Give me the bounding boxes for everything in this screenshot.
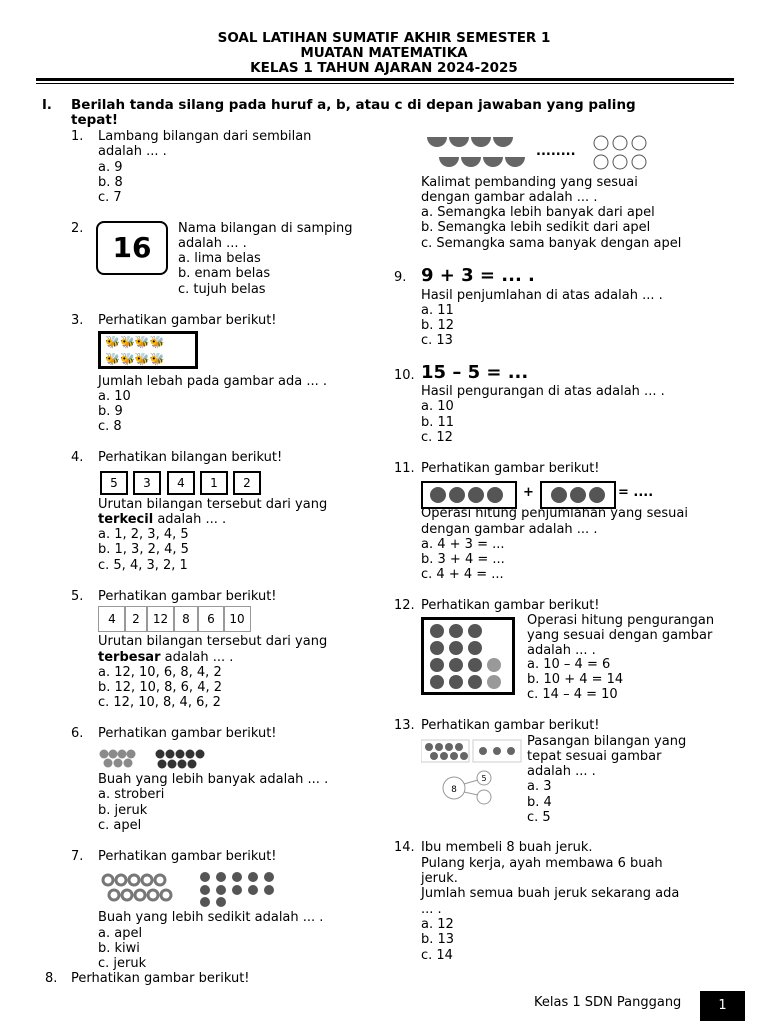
q10-question: Hasil pengurangan di atas adalah ... . (421, 384, 665, 399)
q11-option-c[interactable]: c. 4 + 4 = ... (421, 567, 504, 582)
q4-number-box: 5 (100, 471, 128, 495)
q5-question-cont (98, 650, 233, 665)
q5-number-box: 6 (197, 606, 225, 632)
q12-fruit-box (421, 617, 515, 695)
q9-option-b[interactable]: b. 12 (421, 318, 455, 333)
q13-text: Perhatikan gambar berikut! (421, 718, 600, 733)
apple-image (592, 133, 658, 173)
q3-text: Perhatikan gambar berikut! (98, 313, 277, 328)
q5-number-box: 12 (146, 606, 175, 632)
q4-text: Perhatikan bilangan berikut! (98, 450, 283, 465)
bees-image: 🐝🐝🐝🐝 🐝🐝🐝🐝 (98, 331, 198, 369)
q8-option-b[interactable]: b. Semangka lebih sedikit dari apel (421, 220, 651, 235)
tomato-grid-image (424, 620, 512, 692)
header-rule-thick (36, 78, 734, 81)
q8-option-c[interactable]: c. Semangka sama banyak dengan apel (421, 236, 682, 251)
bond-whole-label: 8 (451, 785, 457, 795)
q10-number: 10. (394, 368, 415, 383)
q11-fruit-box-left (421, 481, 517, 509)
q11-option-a[interactable]: a. 4 + 3 = ... (421, 537, 505, 552)
q2-option-a[interactable]: a. lima belas (178, 251, 261, 266)
q13-question: Pasangan bilangan yang (527, 734, 687, 749)
q5-option-b[interactable]: b. 12, 10, 8, 6, 4, 2 (98, 680, 223, 695)
q14-text-3: jeruk. (421, 871, 458, 886)
q6-number: 6. (71, 726, 84, 741)
q2-text-cont: adalah ... . (178, 236, 247, 251)
q14-option-a[interactable]: a. 12 (421, 917, 454, 932)
title-line-1: SOAL LATIHAN SUMATIF AKHIR SEMESTER 1 (217, 30, 551, 46)
q9-expression: 9 + 3 = ... . (421, 265, 535, 286)
q11-question-cont: dengan gambar adalah ... . (421, 522, 598, 537)
q2-text: Nama bilangan di samping (178, 221, 353, 236)
footer-school: Kelas 1 SDN Panggang (534, 995, 682, 1010)
q11-number: 11. (394, 461, 415, 476)
q4-question: Urutan bilangan tersebut dari yang (98, 497, 328, 512)
q3-number: 3. (71, 313, 84, 328)
q14-question: Jumlah semua buah jeruk sekarang ada (421, 886, 680, 901)
q2-number: 2. (71, 221, 84, 236)
q12-option-c[interactable]: c. 14 – 4 = 10 (527, 687, 618, 702)
q1-option-c[interactable]: c. 7 (98, 190, 122, 205)
q4-question-end: adalah ... . (153, 512, 227, 527)
q4-option-a[interactable]: a. 1, 2, 3, 4, 5 (98, 527, 189, 542)
q6-question: Buah yang lebih banyak adalah ... . (98, 772, 329, 787)
q1-number: 1. (71, 129, 84, 144)
q4-option-b[interactable]: b. 1, 3, 2, 4, 5 (98, 542, 189, 557)
q14-text: Ibu membeli 8 buah jeruk. (421, 840, 593, 855)
q7-question: Buah yang lebih sedikit adalah ... . (98, 910, 324, 925)
q8-comparison-dots: ........ (536, 144, 576, 159)
q14-question-end: ... . (421, 902, 442, 917)
q4-number-box: 3 (133, 471, 161, 495)
q4-option-c[interactable]: c. 5, 4, 3, 2, 1 (98, 558, 188, 573)
q5-keyword: terbesar (98, 650, 161, 665)
q10-option-a[interactable]: a. 10 (421, 399, 454, 414)
q3-option-c[interactable]: c. 8 (98, 419, 122, 434)
q13-option-b[interactable]: b. 4 (527, 795, 552, 810)
q8-question-cont: dengan gambar adalah ... . (421, 190, 598, 205)
q10-option-c[interactable]: c. 12 (421, 430, 453, 445)
q12-option-b[interactable]: b. 10 + 4 = 14 (527, 672, 624, 687)
q7-option-c[interactable]: c. jeruk (98, 956, 147, 971)
q9-option-c[interactable]: c. 13 (421, 333, 453, 348)
q7-number: 7. (71, 849, 84, 864)
section-instruction-cont: tepat! (71, 112, 118, 128)
section-instruction: Berilah tanda silang pada huruf a, b, atau c di depan jawaban yang paling (71, 97, 636, 113)
q11-plus: + (523, 485, 534, 500)
q5-question: Urutan bilangan tersebut dari yang (98, 634, 328, 649)
q7-option-b[interactable]: b. kiwi (98, 941, 140, 956)
q5-number-box: 2 (124, 606, 148, 632)
q13-number: 13. (394, 718, 415, 733)
q1-option-b[interactable]: b. 8 (98, 175, 123, 190)
q12-question: Operasi hitung pengurangan (527, 613, 715, 628)
q14-option-b[interactable]: b. 13 (421, 932, 455, 947)
q12-question-cont: yang sesuai dengan gambar (527, 628, 713, 643)
q11-text: Perhatikan gambar berikut! (421, 461, 600, 476)
fruit-group-image (98, 748, 208, 772)
tomato-image (542, 483, 614, 507)
q11-option-b[interactable]: b. 3 + 4 = ... (421, 552, 505, 567)
q8-question: Kalimat pembanding yang sesuai (421, 175, 638, 190)
q11-equals: = .... (618, 485, 654, 500)
q14-option-c[interactable]: c. 14 (421, 948, 453, 963)
q10-expression: 15 – 5 = ... (421, 362, 529, 383)
q4-number-box: 4 (167, 471, 195, 495)
q5-number: 5. (71, 589, 84, 604)
q12-question-end: adalah ... . (527, 643, 596, 658)
watermelon-image (425, 133, 530, 173)
q6-option-c[interactable]: c. apel (98, 818, 142, 833)
q2-option-b[interactable]: b. enam belas (178, 266, 271, 281)
q5-number-box: 8 (173, 606, 199, 632)
q6-text: Perhatikan gambar berikut! (98, 726, 277, 741)
q11-question: Operasi hitung penjumlahan yang sesuai (421, 506, 688, 521)
q1-option-a[interactable]: a. 9 (98, 160, 123, 175)
q9-number: 9. (394, 270, 407, 285)
q13-option-a[interactable]: a. 3 (527, 779, 552, 794)
q6-option-a[interactable]: a. stroberi (98, 787, 165, 802)
q12-option-a[interactable]: a. 10 – 4 = 6 (527, 657, 611, 672)
q7-text: Perhatikan gambar berikut! (98, 849, 277, 864)
q5-number-box: 4 (98, 606, 126, 632)
q6-option-b[interactable]: b. jeruk (98, 803, 148, 818)
q14-number: 14. (394, 840, 415, 855)
bond-part-label: 5 (481, 774, 487, 783)
q13-option-c[interactable]: c. 5 (527, 810, 551, 825)
page-number: 1 (700, 991, 745, 1021)
q8-number: 8. (45, 971, 58, 986)
q3-option-a[interactable]: a. 10 (98, 389, 131, 404)
q9-question: Hasil penjumlahan di atas adalah ... . (421, 288, 663, 303)
q12-text: Perhatikan gambar berikut! (421, 598, 600, 613)
q4-number: 4. (71, 450, 84, 465)
q5-number-box: 10 (223, 606, 251, 632)
q14-text-2: Pulang kerja, ayah membawa 6 buah (421, 856, 663, 871)
q4-number-box: 2 (233, 471, 261, 495)
q8-text: Perhatikan gambar berikut! (71, 971, 250, 986)
q10-option-b[interactable]: b. 11 (421, 415, 455, 430)
q9-option-a[interactable]: a. 11 (421, 303, 454, 318)
q3-option-b[interactable]: b. 9 (98, 404, 123, 419)
q7-option-a[interactable]: a. apel (98, 926, 143, 941)
q5-question-end: adalah ... . (160, 650, 234, 665)
q1-text: Lambang bilangan dari sembilan (98, 129, 312, 144)
q4-number-box: 1 (200, 471, 228, 495)
section-numeral: I. (42, 98, 52, 113)
fruit-group-image (100, 870, 285, 908)
q3-question: Jumlah lebah pada gambar ada ... . (98, 374, 328, 389)
q2-option-c[interactable]: c. tujuh belas (178, 282, 266, 297)
q5-text: Perhatikan gambar berikut! (98, 589, 277, 604)
number-bond-image (421, 738, 523, 808)
q2-number-card: 16 (96, 221, 168, 275)
title-line-3: KELAS 1 TAHUN AJARAN 2024-2025 (250, 60, 518, 76)
q8-option-a[interactable]: a. Semangka lebih banyak dari apel (421, 205, 655, 220)
q12-number: 12. (394, 598, 415, 613)
header-rule-thin (36, 83, 734, 84)
q11-fruit-box-right (540, 481, 616, 509)
q13-question-end: adalah ... . (527, 764, 596, 779)
q1-text-cont: adalah ... . (98, 144, 167, 159)
q5-option-c[interactable]: c. 12, 10, 8, 4, 6, 2 (98, 695, 221, 710)
q4-keyword: terkecil (98, 512, 154, 527)
q13-question-cont: tepat sesuai gambar (527, 749, 662, 764)
title-line-2: MUATAN MATEMATIKA (300, 45, 468, 61)
tomato-image (423, 483, 515, 507)
q4-question-cont (98, 512, 226, 527)
q5-option-a[interactable]: a. 12, 10, 6, 8, 4, 2 (98, 665, 222, 680)
